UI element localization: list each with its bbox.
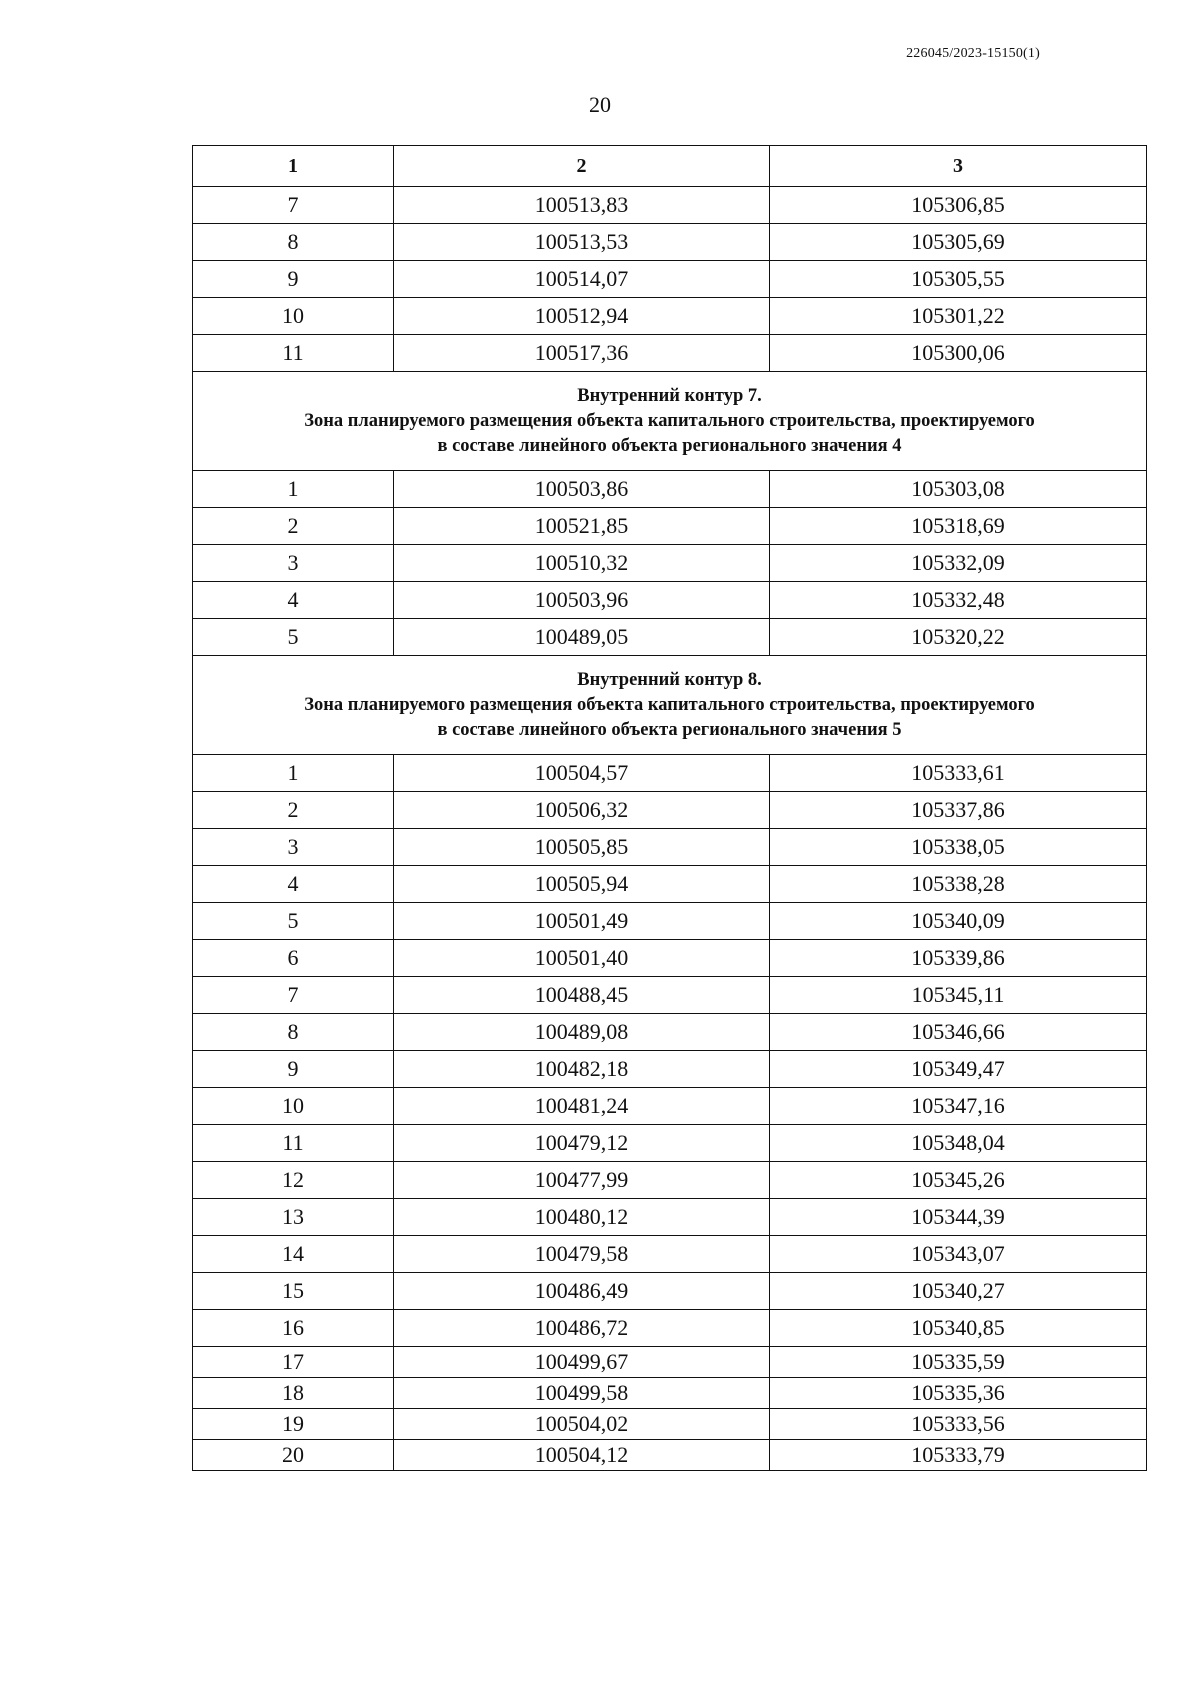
y-coordinate-cell: 105318,69 bbox=[770, 508, 1147, 545]
table-row bbox=[193, 1378, 1147, 1409]
point-number-cell: 4 bbox=[193, 582, 394, 619]
x-coordinate-cell: 100501,40 bbox=[394, 940, 770, 977]
x-coordinate-cell: 100517,36 bbox=[394, 335, 770, 372]
table-row bbox=[193, 977, 1147, 1014]
table-row bbox=[193, 1051, 1147, 1088]
y-coordinate-cell: 105332,09 bbox=[770, 545, 1147, 582]
point-number-cell: 3 bbox=[193, 545, 394, 582]
table-row bbox=[193, 903, 1147, 940]
section-subtitle: в составе линейного объекта регионального значения 4 bbox=[437, 435, 902, 456]
x-coordinate-cell: 100488,45 bbox=[394, 977, 770, 1014]
y-coordinate-cell: 105335,59 bbox=[770, 1347, 1147, 1378]
y-coordinate-cell: 105333,56 bbox=[770, 1409, 1147, 1440]
point-number-cell: 9 bbox=[193, 261, 394, 298]
point-number-cell: 10 bbox=[193, 1088, 394, 1125]
y-coordinate-cell: 105340,85 bbox=[770, 1310, 1147, 1347]
x-coordinate-cell: 100501,49 bbox=[394, 903, 770, 940]
table-row bbox=[193, 187, 1147, 224]
table-row bbox=[193, 1014, 1147, 1051]
table-row bbox=[193, 1125, 1147, 1162]
point-number-cell: 14 bbox=[193, 1236, 394, 1273]
point-number-cell: 15 bbox=[193, 1273, 394, 1310]
y-coordinate-cell: 105338,28 bbox=[770, 866, 1147, 903]
x-coordinate-cell: 100504,12 bbox=[394, 1440, 770, 1471]
y-coordinate-cell: 105300,06 bbox=[770, 335, 1147, 372]
y-coordinate-cell: 105303,08 bbox=[770, 471, 1147, 508]
y-coordinate-cell: 105349,47 bbox=[770, 1051, 1147, 1088]
y-coordinate-cell: 105339,86 bbox=[770, 940, 1147, 977]
x-coordinate-cell: 100479,12 bbox=[394, 1125, 770, 1162]
column-header: 2 bbox=[394, 146, 770, 187]
coordinates-table-body bbox=[193, 146, 1147, 1471]
x-coordinate-cell: 100521,85 bbox=[394, 508, 770, 545]
y-coordinate-cell: 105345,26 bbox=[770, 1162, 1147, 1199]
x-coordinate-cell: 100512,94 bbox=[394, 298, 770, 335]
x-coordinate-cell: 100486,49 bbox=[394, 1273, 770, 1310]
table-row bbox=[193, 1273, 1147, 1310]
x-coordinate-cell: 100510,32 bbox=[394, 545, 770, 582]
column-header: 1 bbox=[193, 146, 394, 187]
table-row bbox=[193, 1310, 1147, 1347]
document-id: 226045/2023-15150(1) bbox=[906, 46, 1040, 61]
table-row bbox=[193, 545, 1147, 582]
table-row bbox=[193, 940, 1147, 977]
y-coordinate-cell: 105347,16 bbox=[770, 1088, 1147, 1125]
y-coordinate-cell: 105301,22 bbox=[770, 298, 1147, 335]
x-coordinate-cell: 100504,02 bbox=[394, 1409, 770, 1440]
page-number: 20 bbox=[589, 92, 611, 117]
table-row bbox=[193, 1088, 1147, 1125]
x-coordinate-cell: 100504,57 bbox=[394, 755, 770, 792]
point-number-cell: 11 bbox=[193, 335, 394, 372]
table-row bbox=[193, 829, 1147, 866]
y-coordinate-cell: 105337,86 bbox=[770, 792, 1147, 829]
table-row bbox=[193, 508, 1147, 545]
y-coordinate-cell: 105333,79 bbox=[770, 1440, 1147, 1471]
table-row bbox=[193, 755, 1147, 792]
x-coordinate-cell: 100514,07 bbox=[394, 261, 770, 298]
point-number-cell: 8 bbox=[193, 224, 394, 261]
table-row bbox=[193, 261, 1147, 298]
point-number-cell: 9 bbox=[193, 1051, 394, 1088]
point-number-cell: 4 bbox=[193, 866, 394, 903]
table-row bbox=[193, 471, 1147, 508]
coordinates-table bbox=[192, 145, 1147, 1471]
y-coordinate-cell: 105348,04 bbox=[770, 1125, 1147, 1162]
y-coordinate-cell: 105305,69 bbox=[770, 224, 1147, 261]
x-coordinate-cell: 100486,72 bbox=[394, 1310, 770, 1347]
y-coordinate-cell: 105345,11 bbox=[770, 977, 1147, 1014]
table-row bbox=[193, 582, 1147, 619]
y-coordinate-cell: 105346,66 bbox=[770, 1014, 1147, 1051]
y-coordinate-cell: 105332,48 bbox=[770, 582, 1147, 619]
table-row bbox=[193, 1236, 1147, 1273]
x-coordinate-cell: 100481,24 bbox=[394, 1088, 770, 1125]
point-number-cell: 5 bbox=[193, 619, 394, 656]
point-number-cell: 18 bbox=[193, 1378, 394, 1409]
section-subtitle: в составе линейного объекта регионального значения 5 bbox=[437, 719, 902, 740]
section-header-row bbox=[193, 372, 1147, 471]
x-coordinate-cell: 100477,99 bbox=[394, 1162, 770, 1199]
point-number-cell: 3 bbox=[193, 829, 394, 866]
x-coordinate-cell: 100513,83 bbox=[394, 187, 770, 224]
y-coordinate-cell: 105305,55 bbox=[770, 261, 1147, 298]
point-number-cell: 1 bbox=[193, 471, 394, 508]
x-coordinate-cell: 100503,86 bbox=[394, 471, 770, 508]
point-number-cell: 8 bbox=[193, 1014, 394, 1051]
x-coordinate-cell: 100499,58 bbox=[394, 1378, 770, 1409]
section-header-row bbox=[193, 656, 1147, 755]
point-number-cell: 10 bbox=[193, 298, 394, 335]
point-number-cell: 17 bbox=[193, 1347, 394, 1378]
point-number-cell: 6 bbox=[193, 940, 394, 977]
point-number-cell: 19 bbox=[193, 1409, 394, 1440]
point-number-cell: 5 bbox=[193, 903, 394, 940]
table-row bbox=[193, 866, 1147, 903]
column-header: 3 bbox=[770, 146, 1147, 187]
table-row bbox=[193, 298, 1147, 335]
table-row bbox=[193, 792, 1147, 829]
y-coordinate-cell: 105340,27 bbox=[770, 1273, 1147, 1310]
y-coordinate-cell: 105338,05 bbox=[770, 829, 1147, 866]
y-coordinate-cell: 105333,61 bbox=[770, 755, 1147, 792]
point-number-cell: 20 bbox=[193, 1440, 394, 1471]
table-row bbox=[193, 1199, 1147, 1236]
y-coordinate-cell: 105343,07 bbox=[770, 1236, 1147, 1273]
section-title: Внутренний контур 7. bbox=[577, 385, 762, 406]
point-number-cell: 2 bbox=[193, 508, 394, 545]
x-coordinate-cell: 100489,08 bbox=[394, 1014, 770, 1051]
table-row bbox=[193, 619, 1147, 656]
point-number-cell: 7 bbox=[193, 187, 394, 224]
table-row bbox=[193, 1409, 1147, 1440]
point-number-cell: 13 bbox=[193, 1199, 394, 1236]
section-subtitle: Зона планируемого размещения объекта капитального строительства, проектируемого bbox=[304, 410, 1035, 431]
section-title: Внутренний контур 8. bbox=[577, 669, 762, 690]
point-number-cell: 11 bbox=[193, 1125, 394, 1162]
table-row bbox=[193, 1440, 1147, 1471]
x-coordinate-cell: 100482,18 bbox=[394, 1051, 770, 1088]
table-row bbox=[193, 224, 1147, 261]
table-header-row bbox=[193, 146, 1147, 187]
section-header bbox=[193, 656, 1147, 755]
point-number-cell: 16 bbox=[193, 1310, 394, 1347]
x-coordinate-cell: 100479,58 bbox=[394, 1236, 770, 1273]
x-coordinate-cell: 100513,53 bbox=[394, 224, 770, 261]
table-row bbox=[193, 1347, 1147, 1378]
x-coordinate-cell: 100489,05 bbox=[394, 619, 770, 656]
section-header bbox=[193, 372, 1147, 471]
point-number-cell: 7 bbox=[193, 977, 394, 1014]
x-coordinate-cell: 100499,67 bbox=[394, 1347, 770, 1378]
x-coordinate-cell: 100505,94 bbox=[394, 866, 770, 903]
y-coordinate-cell: 105340,09 bbox=[770, 903, 1147, 940]
section-subtitle: Зона планируемого размещения объекта капитального строительства, проектируемого bbox=[304, 694, 1035, 715]
x-coordinate-cell: 100480,12 bbox=[394, 1199, 770, 1236]
point-number-cell: 1 bbox=[193, 755, 394, 792]
table-row bbox=[193, 1162, 1147, 1199]
y-coordinate-cell: 105320,22 bbox=[770, 619, 1147, 656]
x-coordinate-cell: 100506,32 bbox=[394, 792, 770, 829]
y-coordinate-cell: 105335,36 bbox=[770, 1378, 1147, 1409]
x-coordinate-cell: 100505,85 bbox=[394, 829, 770, 866]
x-coordinate-cell: 100503,96 bbox=[394, 582, 770, 619]
point-number-cell: 2 bbox=[193, 792, 394, 829]
y-coordinate-cell: 105306,85 bbox=[770, 187, 1147, 224]
y-coordinate-cell: 105344,39 bbox=[770, 1199, 1147, 1236]
table-row bbox=[193, 335, 1147, 372]
point-number-cell: 12 bbox=[193, 1162, 394, 1199]
